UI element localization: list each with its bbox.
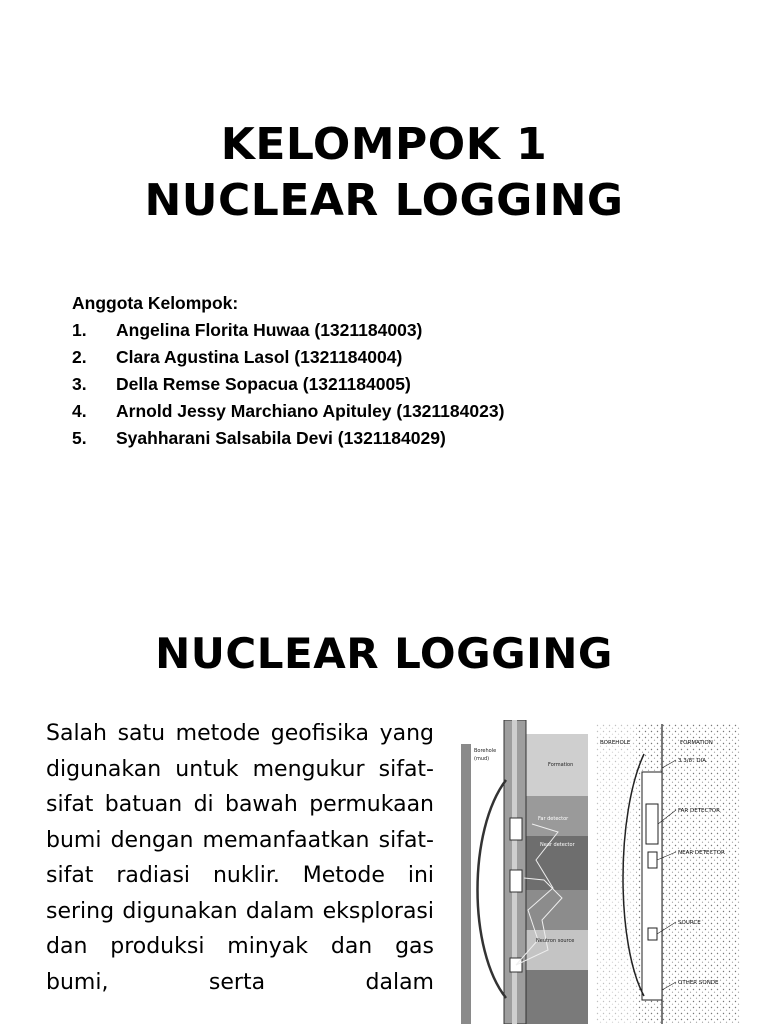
slide-title-line-2: NUCLEAR LOGGING bbox=[144, 175, 624, 226]
member-item bbox=[72, 398, 504, 425]
label-borehole: Borehole bbox=[474, 748, 497, 754]
slide-2-title: NUCLEAR LOGGING bbox=[155, 629, 613, 678]
member-item bbox=[72, 344, 504, 371]
member-number: 5. bbox=[72, 428, 87, 448]
member-number: 1. bbox=[72, 320, 87, 340]
members-list bbox=[72, 290, 504, 452]
member-name: Della Remse Sopacua (1321184005) bbox=[116, 374, 411, 394]
label-formation: Formation bbox=[548, 762, 574, 768]
label-formation: FORMATION bbox=[680, 740, 713, 746]
label-near-detector: NEAR DETECTOR bbox=[678, 850, 725, 856]
logging-tool-diagram bbox=[458, 720, 592, 1024]
label-other-sonde: OTHER SONDE bbox=[678, 980, 719, 986]
label-diameter: 3 3/8" DIA. bbox=[678, 758, 708, 764]
member-number: 2. bbox=[72, 347, 87, 367]
label-borehole: BOREHOLE bbox=[600, 740, 631, 746]
member-number: 3. bbox=[72, 374, 87, 394]
label-borehole-mud: (mud) bbox=[474, 756, 490, 762]
sonde-schematic-diagram bbox=[596, 724, 740, 1024]
label-neutron-source: Neutron source bbox=[536, 938, 575, 944]
label-near-detector: Near detector bbox=[540, 842, 575, 848]
slide-title-line-1: KELOMPOK 1 bbox=[220, 119, 548, 170]
member-name: Angelina Florita Huwaa (1321184003) bbox=[116, 320, 423, 340]
member-name: Arnold Jessy Marchiano Apituley (1321184023) bbox=[116, 401, 505, 421]
member-name: Syahharani Salsabila Devi (1321184029) bbox=[116, 428, 446, 448]
label-source: SOURCE bbox=[678, 920, 701, 926]
description-paragraph: Salah satu metode geofisika yang digunakan untuk mengukur sifat-sifat batuan di bawah permukaan bumi dengan memanfaatkan sifat-sifat radiasi nuklir. Metode ini sering digunakan dalam eksplorasi dan produksi minyak dan gas bumi, serta dalam bbox=[46, 721, 434, 995]
member-name: Clara Agustina Lasol (1321184004) bbox=[116, 347, 403, 367]
members-heading: Anggota Kelompok: bbox=[72, 293, 239, 313]
member-item bbox=[72, 425, 504, 452]
member-item bbox=[72, 317, 504, 344]
label-far-detector: Far detector bbox=[538, 816, 569, 822]
member-number: 4. bbox=[72, 401, 87, 421]
member-item bbox=[72, 371, 504, 398]
label-far-detector: FAR DETECTOR bbox=[678, 808, 720, 814]
